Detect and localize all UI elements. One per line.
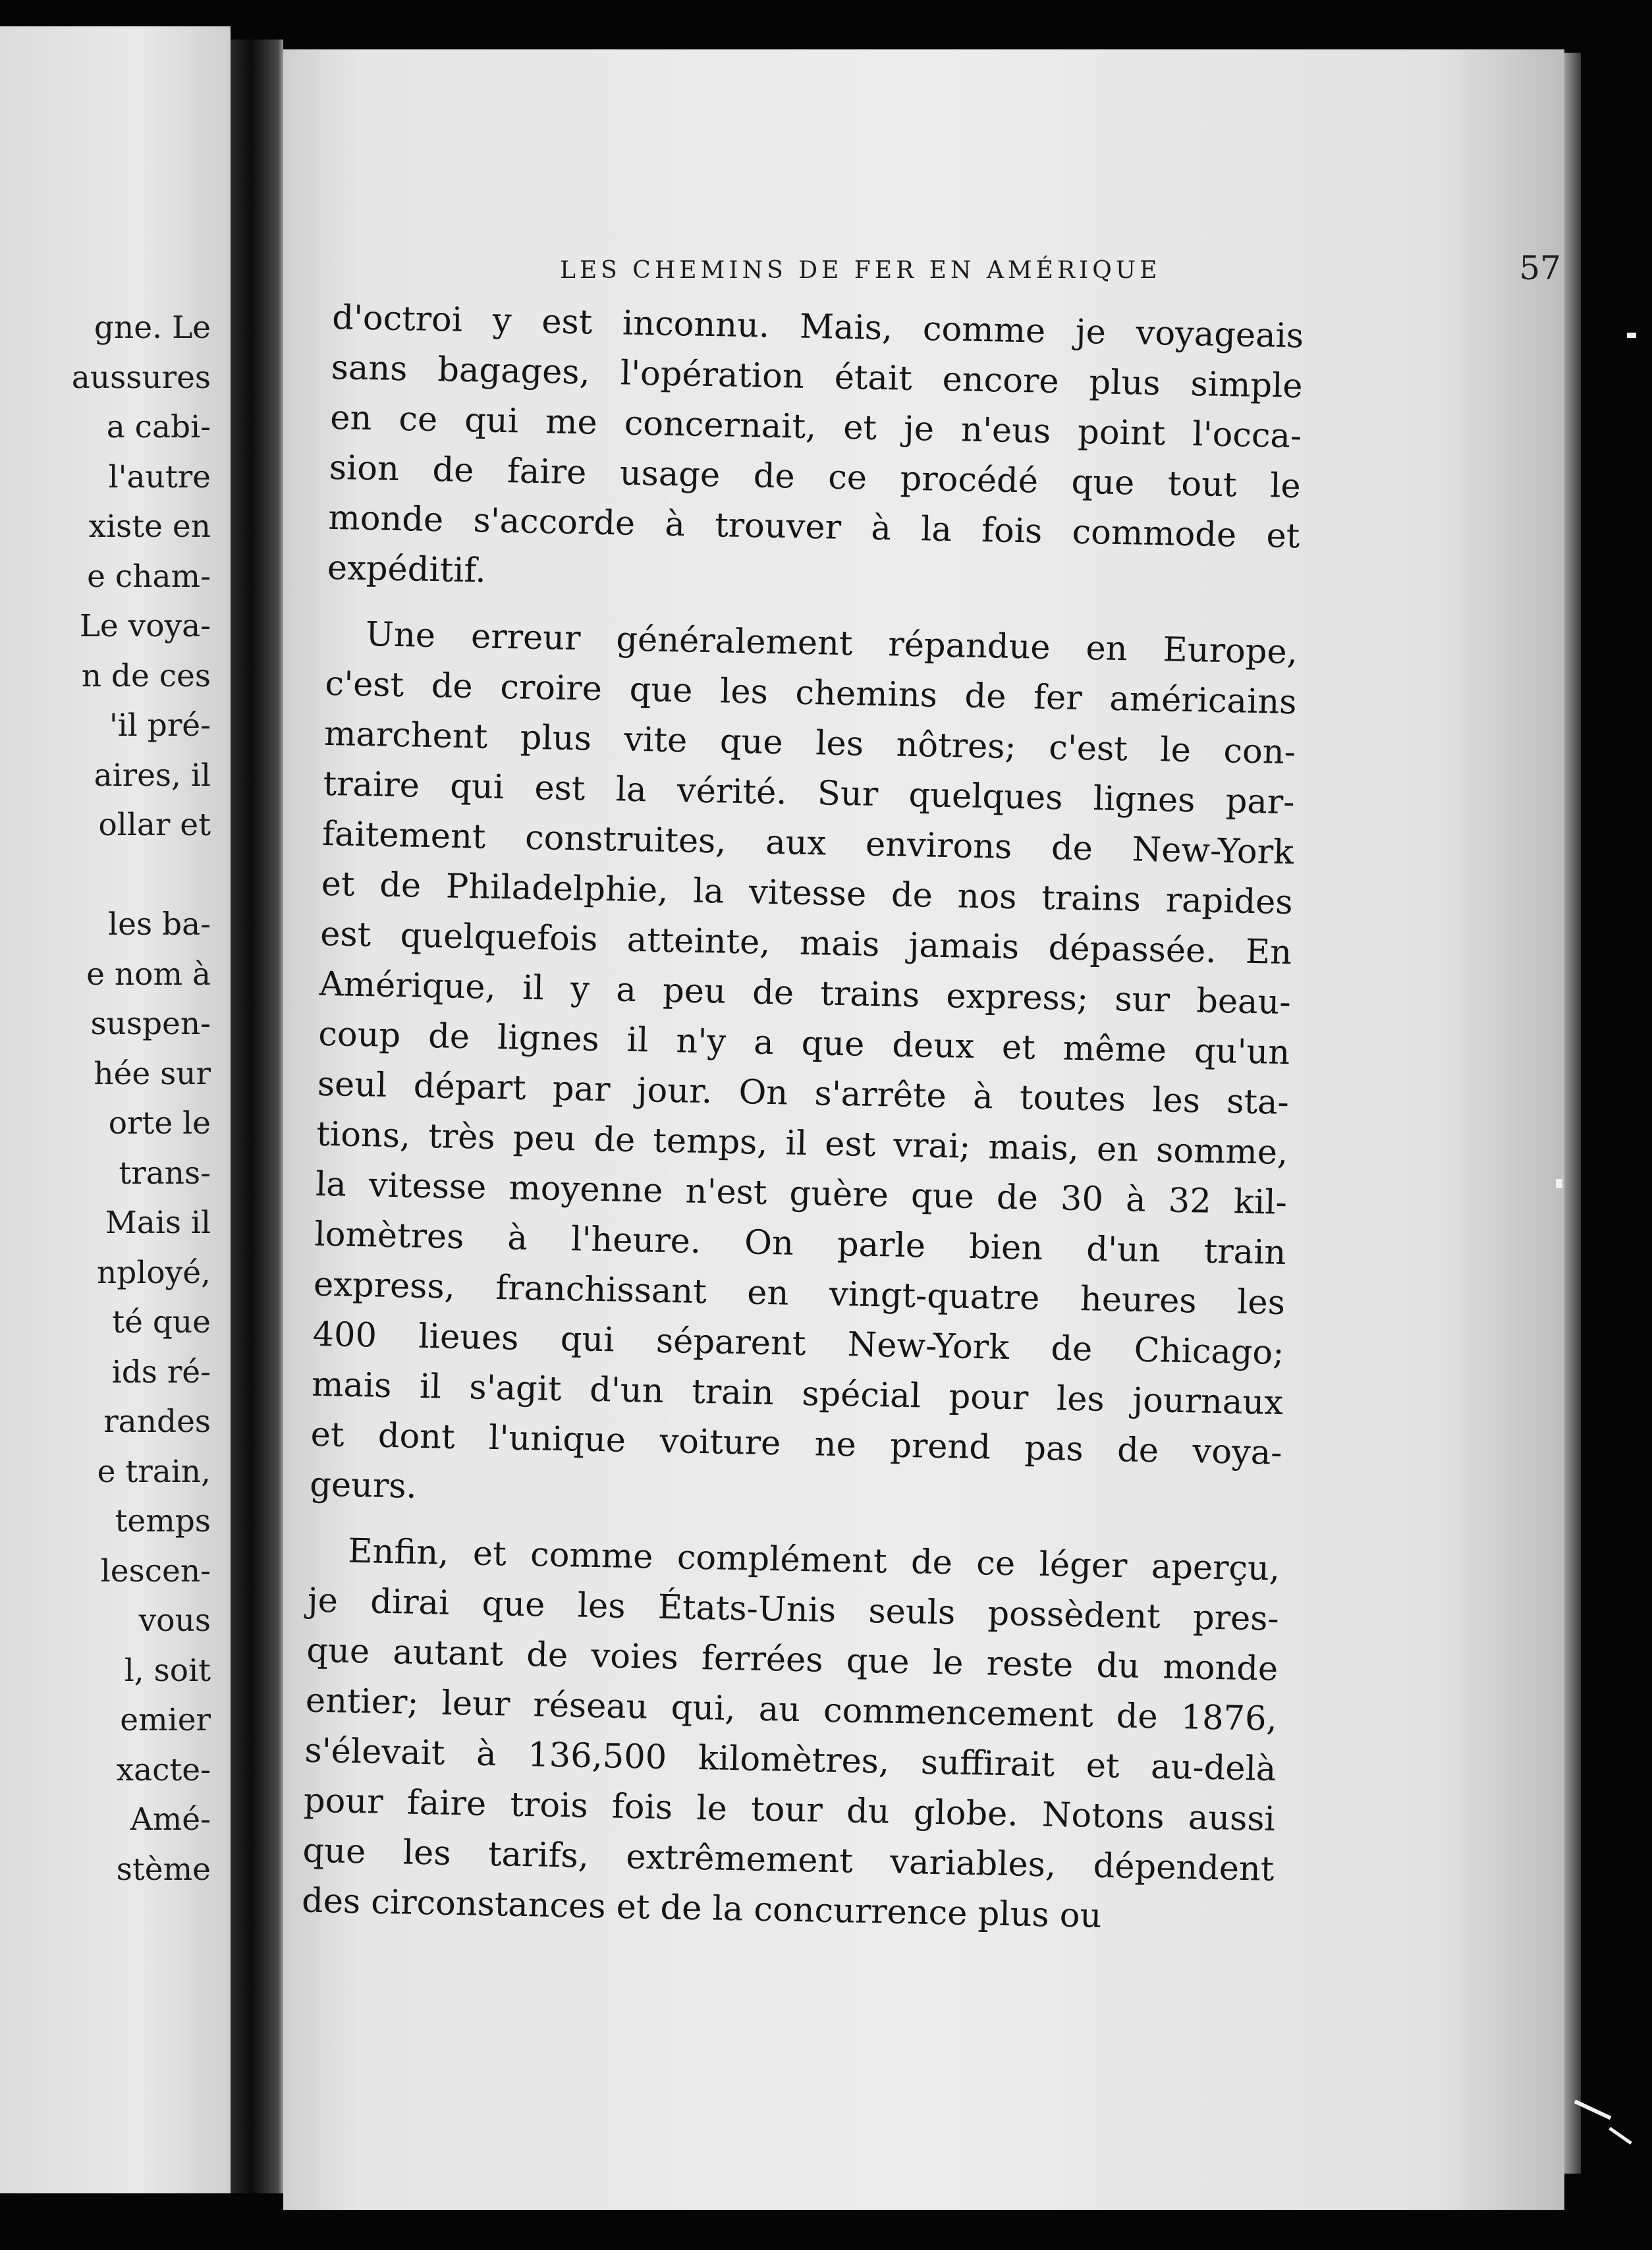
left-page-line: temps	[115, 1503, 211, 1539]
text-line: sion de faire usage de ce procédé que tout le	[329, 448, 1302, 507]
text-line: est quelquefois atteinte, mais jamais dépassée. En	[319, 914, 1292, 973]
text-line: express, franchissant en vingt-quatre heures les	[313, 1265, 1286, 1323]
page-number: 57	[1519, 249, 1561, 287]
left-page-line: n de ces	[81, 657, 211, 694]
text-line: expéditif.	[327, 548, 487, 591]
left-page-line: Amé-	[130, 1801, 211, 1838]
left-page-line: orte le	[108, 1105, 211, 1141]
text-line: des circonstances et de la concurrence plus ou	[301, 1881, 1102, 1936]
left-page-line: suspen-	[90, 1006, 211, 1042]
paragraph	[327, 293, 1304, 612]
left-page-line: Mais il	[105, 1205, 211, 1241]
text-line: geurs.	[309, 1465, 418, 1506]
paragraph	[301, 1526, 1280, 1945]
text-line: je dirai que les États-Unis seuls possèdent pres-	[307, 1581, 1280, 1639]
text-line: mais il s'agit d'un train spécial pour les journaux	[311, 1365, 1284, 1423]
left-page-line: emier	[120, 1702, 211, 1738]
text-line: faitement construites, aux environs de New-York	[321, 814, 1294, 873]
left-page-text	[0, 303, 211, 1894]
left-page-line: a cabi-	[106, 409, 211, 445]
text-line: en ce qui me concernait, et je n'eus point l'occa-	[329, 398, 1302, 456]
page-header	[560, 244, 1561, 290]
left-page-line: trans-	[119, 1155, 211, 1192]
left-page-line: e train,	[97, 1453, 211, 1490]
text-line: s'élevait à 136,500 kilomètres, suffirait et au-delà	[304, 1731, 1277, 1789]
left-page-line: gne. Le	[94, 310, 211, 346]
left-page-line: nployé,	[97, 1254, 211, 1291]
left-page-line: vous	[138, 1603, 211, 1639]
text-line: monde s'accorde à trouver à la fois commode et	[327, 498, 1300, 557]
text-line: la vitesse moyenne n'est guère que de 30 à 32 kil-	[315, 1165, 1288, 1223]
text-line: traire qui est la vérité. Sur quelques lignes par-	[323, 764, 1295, 823]
text-line: seul départ par jour. On s'arrête à toutes les sta-	[317, 1064, 1290, 1123]
text-line: que autant de voies ferrées que le reste du monde	[306, 1631, 1279, 1689]
text-line: c'est de croire que les chemins de fer américains	[325, 664, 1297, 723]
left-page-line: l, soit	[124, 1652, 211, 1689]
text-line: pour faire trois fois le tour du globe. Notons aussi	[303, 1781, 1276, 1839]
body-text	[301, 293, 1304, 1945]
text-line: Une erreur généralement répandue en Europe,	[365, 615, 1298, 672]
left-page-line: Le voya-	[79, 608, 211, 644]
text-line: d'octroi y est inconnu. Mais, comme je voyageais	[331, 298, 1304, 356]
left-page-line: e nom à	[86, 956, 211, 993]
text-line: coup de lignes il n'y a que deux et même qu'un	[317, 1014, 1290, 1073]
page-edge	[1564, 53, 1581, 2174]
left-page-line	[0, 850, 211, 900]
left-page-fragment	[0, 26, 231, 2193]
left-page-line: stème	[116, 1851, 211, 1888]
left-page-line: ids ré-	[111, 1354, 211, 1390]
text-line: et dont l'unique voiture ne prend pas de voya-	[310, 1415, 1283, 1473]
text-line: tions, très peu de temps, il est vrai; mais, en somme,	[316, 1114, 1288, 1173]
text-line: sans bagages, l'opération était encore plus simple	[331, 348, 1304, 406]
text-line: que les tarifs, extrêmement variables, dépendent	[302, 1831, 1275, 1889]
text-line: lomètres à l'heure. On parle bien d'un train	[314, 1215, 1286, 1273]
text-line: Amérique, il y a peu de trains express; sur beau-	[319, 964, 1292, 1023]
text-line: Enfin, et comme complément de ce léger aperçu,	[347, 1531, 1280, 1589]
left-page-line: les ba-	[108, 906, 211, 943]
left-page-line: e cham-	[87, 558, 211, 595]
left-page-line: xacte-	[116, 1751, 211, 1788]
book-gutter	[231, 40, 283, 2193]
paragraph	[310, 609, 1298, 1529]
left-page-line: hée sur	[94, 1055, 211, 1092]
right-page	[283, 49, 1564, 2210]
text-line: et de Philadelphie, la vitesse de nos trains rapides	[321, 864, 1294, 923]
left-page-line: té que	[112, 1304, 211, 1340]
scan-speck	[1609, 2127, 1632, 2145]
left-page-line: xiste en	[88, 508, 211, 545]
text-line: 400 lieues qui séparent New-York de Chicago;	[312, 1315, 1284, 1373]
scan-speck	[1556, 1179, 1562, 1188]
left-page-line: ollar et	[98, 807, 211, 843]
left-page-line: aussures	[71, 359, 211, 396]
left-page-line: aires, il	[94, 757, 211, 794]
left-page-line: 'il pré-	[109, 707, 211, 744]
left-page-line: lescen-	[100, 1552, 211, 1589]
scan-speck	[1627, 333, 1636, 338]
text-line: entier; leur réseau qui, au commencement de 1876,	[305, 1681, 1278, 1739]
running-head: LES CHEMINS DE FER EN AMÉRIQUE	[560, 257, 1161, 284]
left-page-line: randes	[103, 1404, 211, 1440]
left-page-line: l'autre	[108, 458, 211, 495]
text-line: marchent plus vite que les nôtres; c'est le con-	[323, 714, 1296, 773]
